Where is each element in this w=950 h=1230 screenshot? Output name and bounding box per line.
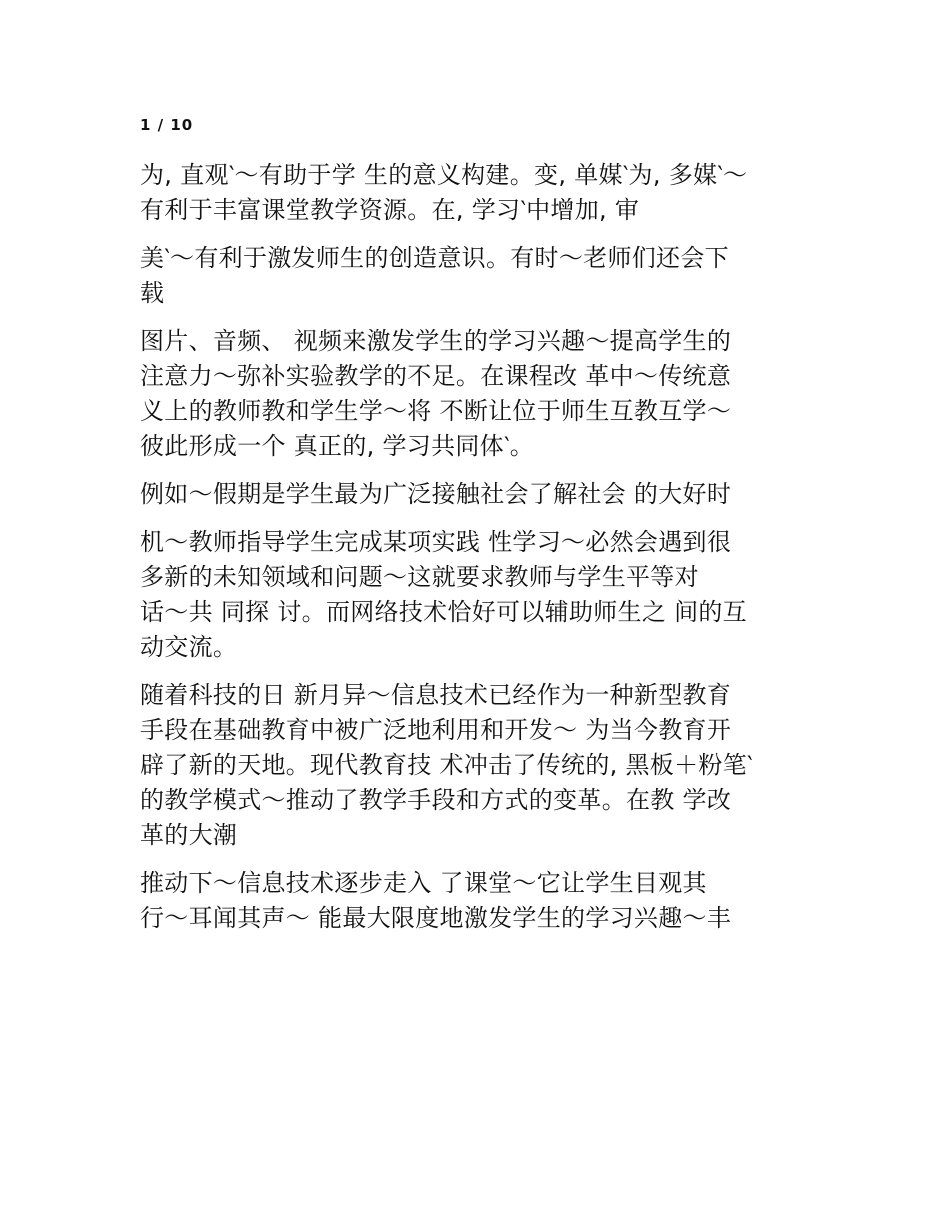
text-line: 多新的未知领域和问题～这就要求教师与学生平等对 <box>140 563 699 591</box>
text-line: 手段在基础教育中被广泛地利用和开发～ 为当今教育开 <box>140 716 732 744</box>
text-line: 机～教师指导学生完成某项实践 性学习～必然会遇到很 <box>140 528 732 556</box>
text-line: 义上的教师教和学生学～将 不断让位于师生互教互学～ <box>140 397 732 425</box>
text-line: 行～耳闻其声～ 能最大限度地激发学生的学习兴趣～丰 <box>140 904 732 932</box>
text-line: 彼此形成一个 真正的, 学习共同体‵。 <box>140 432 535 460</box>
text-line: 注意力～弥补实验教学的不足。在课程改 革中～传统意 <box>140 362 732 390</box>
text-line: 革的大潮 <box>140 821 238 849</box>
text-line: 话～共 同探 讨。而网络技术恰好可以辅助师生之 间的互 <box>140 598 747 626</box>
paragraph <box>140 241 820 311</box>
text-line: 有利于丰富课堂教学资源。在, 学习‵中增加, 审 <box>140 196 640 224</box>
text-line: 图片、音频、 视频来激发学生的学习兴趣～提高学生的 <box>140 327 732 355</box>
text-line: 的教学模式～推动了教学手段和方式的变革。在教 学改 <box>140 786 732 814</box>
text-line: 动交流。 <box>140 633 238 661</box>
paragraph <box>140 678 820 853</box>
paragraph <box>140 158 820 228</box>
text-line: 为, 直观‵～有助于学 生的意义构建。变, 单媒‵为, 多媒‵～ <box>140 161 748 189</box>
document-body <box>140 158 820 949</box>
text-line: 例如～假期是学生最为广泛接触社会了解社会 的大好时 <box>140 480 732 508</box>
paragraph <box>140 866 820 936</box>
paragraph <box>140 324 820 464</box>
page-number: 1 / 10 <box>140 116 194 134</box>
paragraph <box>140 525 820 665</box>
text-line: 载 <box>140 279 165 307</box>
text-line: 美‵～有利于激发师生的创造意识。有时～老师们还会下 <box>140 244 729 272</box>
paragraph <box>140 477 820 512</box>
text-line: 随着科技的日 新月异～信息技术已经作为一种新型教育 <box>140 681 732 709</box>
text-line: 辟了新的天地。现代教育技 术冲击了传统的, 黑板＋粉笔‵ <box>140 751 753 779</box>
text-line: 推动下～信息技术逐步走入 了课堂～它让学生目观其 <box>140 869 707 897</box>
